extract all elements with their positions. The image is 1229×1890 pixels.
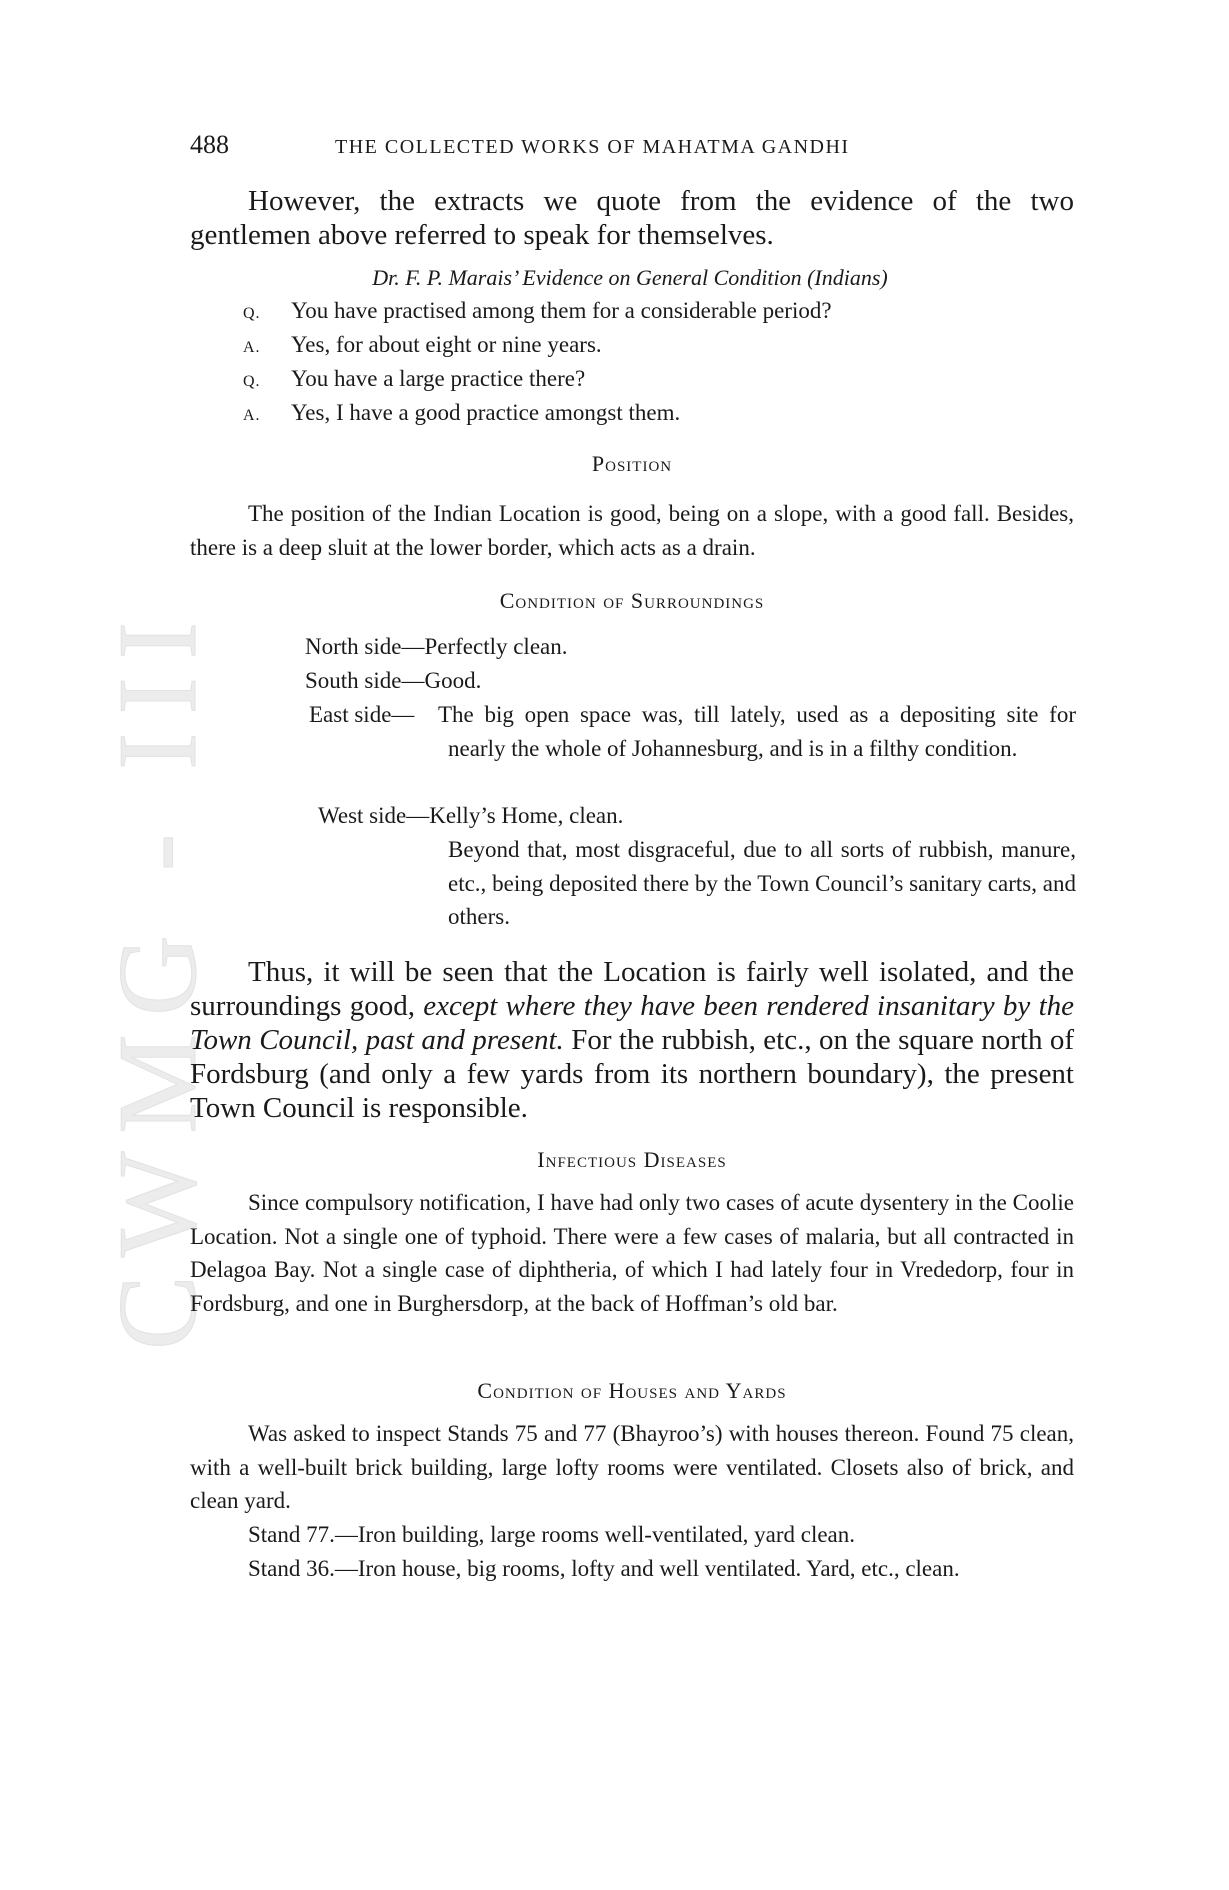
infectious-heading: Infectious Diseases (537, 1147, 727, 1172)
qa-item (243, 396, 680, 433)
houses-heading: Condition of Houses and Yards (477, 1378, 787, 1403)
running-title: THE COLLECTED WORKS OF MAHATMA GANDHI (335, 136, 850, 158)
houses-paragraph-1: Was asked to inspect Stands 75 and 77 (Bhayroo’s) with houses thereon. Found 75 clean, with a well-built brick building, large lofty rooms were ventilated. Closets also of brick, and clean yard. (190, 1421, 1074, 1513)
qa-label: Q. (243, 373, 261, 390)
east-side-label: East side— (309, 702, 415, 727)
infectious-paragraph: Since compulsory notification, I have had only two cases of acute dysentery in the Coolie Location. Not a single one of typhoid. There were a few cases of malaria, but all contracted in Delagoa Bay. Not a single case of diphtheria, of which I had lately four in Vrededorp, four in Fordsburg, and one in Burghersdorp, at the back of Hoffman’s old bar. (190, 1190, 1074, 1316)
east-side-text: The big open space was, till lately, used as a depositing site for nearly the whole of Johannesburg, and is in a filthy condition. (438, 702, 1076, 761)
surroundings-heading: Condition of Surroundings (499, 588, 765, 613)
thus-italic: except where they have been rendered insanitary by the Town Council, past and present. (190, 990, 1074, 1056)
position-heading: Position (591, 451, 673, 476)
qa-text: Yes, I have a good practice amongst them. (291, 400, 681, 425)
thus-paragraph (190, 955, 1074, 1125)
thus-part1: Thus, it will be seen that the Location is fairly well isolated, and the surroundings good, (190, 956, 1074, 1022)
west-side-more: Beyond that, most disgraceful, due to all sorts of rubbish, manure, etc., being deposited there by the Town Council’s sanitary carts, and others. (448, 837, 1076, 929)
evidence-title: Dr. F. P. Marais’ Evidence on General Condition (Indians) (372, 265, 888, 290)
qa-text: You have practised among them for a considerable period? (291, 298, 832, 323)
qa-label: A. (243, 339, 261, 356)
qa-label: Q. (243, 305, 261, 322)
qa-label: A. (243, 407, 261, 424)
position-paragraph: The position of the Indian Location is good, being on a slope, with a good fall. Besides, there is a deep sluit at the lower border, which acts as a drain. (190, 501, 1074, 560)
intro-paragraph: However, the extracts we quote from the evidence of the two gentlemen above referred to speak for themselves. (190, 185, 1074, 251)
west-side: West side—Kelly’s Home, clean. (318, 803, 624, 828)
running-header (190, 130, 1080, 164)
thus-part2: For the rubbish, etc., on the square north of Fordsburg (and only a few yards from its northern boundary), the present Town Council is responsible. (190, 1024, 1074, 1124)
qa-text: You have a large practice there? (291, 366, 586, 391)
page-number: 488 (190, 130, 229, 159)
qa-item (243, 362, 585, 399)
south-side: South side—Good. (305, 668, 482, 693)
houses-paragraph-3: Stand 36.—Iron house, big rooms, lofty and well ventilated. Yard, etc., clean. (248, 1556, 960, 1581)
qa-item (243, 294, 832, 331)
north-side: North side—Perfectly clean. (305, 634, 568, 659)
qa-text: Yes, for about eight or nine years. (291, 332, 602, 357)
qa-item (243, 328, 602, 365)
watermark-text: CWMG - III (96, 603, 220, 1350)
houses-paragraph-2: Stand 77.—Iron building, large rooms well-ventilated, yard clean. (248, 1522, 856, 1547)
